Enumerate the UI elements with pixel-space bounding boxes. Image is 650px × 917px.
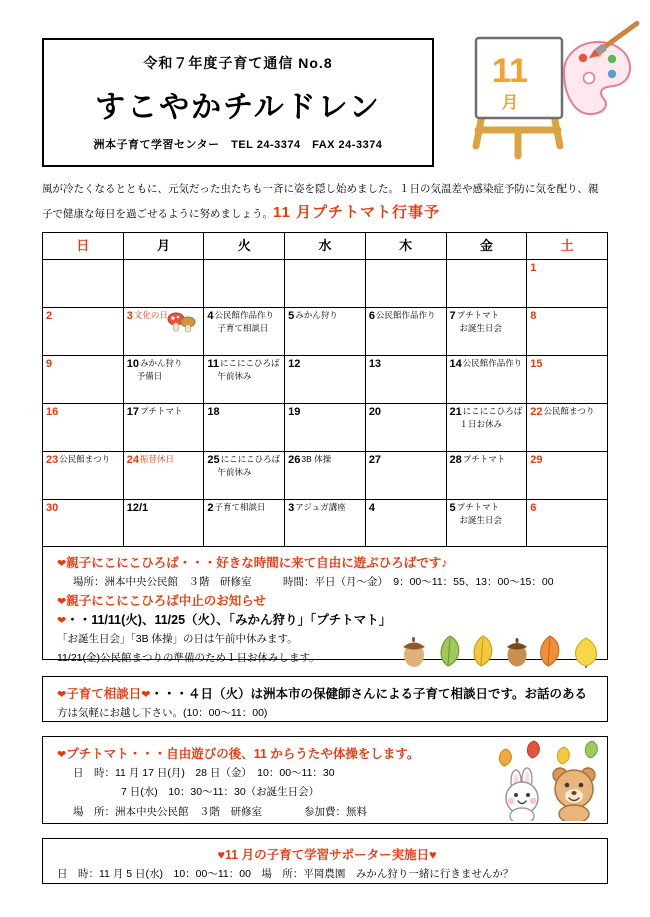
calendar-cell[interactable] bbox=[365, 260, 446, 308]
calendar-cell[interactable] bbox=[365, 500, 446, 548]
intro-highlight: 11 月プチトマト行事予 bbox=[273, 204, 441, 222]
calendar-cell[interactable] bbox=[527, 356, 608, 404]
box1-heading2-tail: ・・11/11(火)、11/25（火）、「みかん狩り」「プチトマト」 bbox=[66, 612, 392, 627]
calendar-cell[interactable] bbox=[204, 308, 285, 356]
box4-heading: ♥11 月の子育て学習サポーター実施日♥ bbox=[217, 848, 437, 862]
intro-text: 風が冷たくなるとともに、元気だった虫たちも一斉に姿を隠し始めました。１日の気温差や感染症予防に気を配り、親子で健康な毎日を過ごせるように努めましょう。 bbox=[42, 183, 599, 221]
box4-heading-row bbox=[57, 846, 597, 865]
calendar-cell[interactable] bbox=[43, 500, 124, 548]
calendar-cell[interactable] bbox=[43, 404, 124, 452]
calendar-week-row bbox=[43, 260, 608, 308]
calendar-week-row bbox=[43, 404, 608, 452]
calendar-header-sun: 日 bbox=[43, 233, 124, 260]
calendar-cell[interactable] bbox=[285, 404, 366, 452]
calendar-week-row bbox=[43, 308, 608, 356]
calendar-cell[interactable] bbox=[527, 308, 608, 356]
calendar-day-number: 17 bbox=[126, 406, 139, 418]
mushroom-icon bbox=[167, 310, 197, 334]
box3-line3: 場 所：洲本中央公民館 ３階 研修室 参加費：無料 bbox=[73, 805, 367, 818]
box3-heading: プチトマト・・・自由遊びの後、11 からうたや体操をします。 bbox=[66, 747, 420, 761]
heart-icon: ❤ bbox=[57, 596, 67, 609]
calendar-event: プチトマト bbox=[456, 310, 500, 320]
calendar-day-number: 7 bbox=[449, 310, 456, 322]
calendar-event: プチトマト bbox=[456, 502, 500, 512]
calendar-day-number: 19 bbox=[288, 406, 301, 418]
calendar-day-number: 9 bbox=[46, 358, 53, 370]
box3-line1: 日 時：11 月 17 日(月) 28 日（金） 10：00～11：30 bbox=[73, 766, 335, 779]
calendar-event: にこにこひろば bbox=[220, 358, 280, 368]
calendar-cell[interactable] bbox=[365, 404, 446, 452]
calendar-cell[interactable] bbox=[446, 308, 527, 356]
calendar-cell[interactable] bbox=[285, 452, 366, 500]
calendar-day-number: 27 bbox=[368, 454, 382, 466]
calendar-cell[interactable] bbox=[123, 308, 204, 356]
box2-heading-tail: ・・・４日（火）は洲本市の保健師さんによる子育て相談日です。お話のある bbox=[150, 687, 587, 701]
calendar-day-number: 24 bbox=[126, 454, 139, 466]
box1-heading: 親子にこにこひろば・・・好きな時間に来て自由に遊ぶひろばです♪ bbox=[66, 556, 448, 570]
calendar-event: プチトマト bbox=[139, 406, 183, 416]
calendar-header-mon: 月 bbox=[123, 233, 204, 260]
calendar-event: みかん狩り bbox=[295, 310, 338, 320]
box1-heading2-row bbox=[57, 592, 597, 630]
calendar-day-number: 12/1 bbox=[126, 502, 149, 514]
calendar-cell[interactable] bbox=[365, 452, 446, 500]
calendar-day-number: 14 bbox=[449, 358, 462, 370]
calendar-event: お誕生日会 bbox=[459, 514, 503, 525]
calendar-day-number: 8 bbox=[530, 310, 537, 322]
calendar-header-thu: 木 bbox=[365, 233, 446, 260]
calendar-week-row bbox=[43, 452, 608, 500]
calendar-event: 午前休み bbox=[217, 370, 252, 381]
calendar-cell[interactable] bbox=[204, 500, 285, 548]
heart-icon: ❤ bbox=[57, 689, 67, 701]
calendar-event: みかん狩り bbox=[139, 358, 183, 368]
calendar-header-fri: 金 bbox=[446, 233, 527, 260]
calendar-day-number: 10 bbox=[126, 358, 139, 370]
calendar-cell[interactable] bbox=[285, 356, 366, 404]
calendar-day-number: 22 bbox=[530, 406, 543, 418]
title-box bbox=[42, 38, 434, 167]
calendar-cell[interactable] bbox=[446, 452, 527, 500]
calendar-cell[interactable] bbox=[43, 260, 124, 308]
calendar-cell[interactable] bbox=[446, 500, 527, 548]
bear-rabbit-decoration bbox=[490, 735, 614, 821]
calendar-event: １日お休み bbox=[459, 418, 503, 429]
box1-line2: 「お誕生日会」「3B 体操」の日は午前中休みます。 bbox=[57, 632, 298, 645]
heart-icon: ❤ bbox=[57, 558, 67, 570]
box1-heading-row bbox=[57, 554, 597, 573]
calendar-cell[interactable] bbox=[365, 308, 446, 356]
intro-paragraph bbox=[42, 180, 608, 227]
easel-month-number: 11 bbox=[492, 52, 528, 90]
calendar-event: 3B 体操 bbox=[301, 454, 332, 464]
calendar-cell[interactable] bbox=[123, 260, 204, 308]
calendar-day-number: 4 bbox=[207, 310, 214, 322]
easel-month-kanji: 月 bbox=[501, 93, 519, 112]
box1-heading2: 親子にこにこひろば中止のお知らせ bbox=[66, 594, 266, 609]
issue-line: 令和７年度子育て通信 No.8 bbox=[143, 55, 333, 71]
calendar-week-row bbox=[43, 500, 608, 548]
calendar-header-sat: 土 bbox=[527, 233, 608, 260]
calendar-cell[interactable] bbox=[446, 260, 527, 308]
calendar-day-number: 16 bbox=[46, 406, 59, 418]
calendar-cell[interactable] bbox=[285, 260, 366, 308]
calendar-day-number: 18 bbox=[207, 406, 220, 418]
heart-icon: ❤ bbox=[57, 749, 67, 761]
kosodate-soudan-box bbox=[42, 676, 608, 722]
calendar-cell[interactable] bbox=[527, 260, 608, 308]
calendar-cell[interactable] bbox=[446, 356, 527, 404]
calendar-day-number: 5 bbox=[288, 310, 295, 322]
box1-line3: 11/21(金)公民館まつりの準備のため１日お休みします。 bbox=[57, 652, 320, 665]
box1-line1: 場所：洲本中央公民館 ３階 研修室 時間：平日（月～金） 9：00～11：55、13：00～15：00 bbox=[73, 575, 554, 588]
calendar-header-row bbox=[43, 233, 608, 260]
calendar-day-number: 6 bbox=[530, 502, 537, 514]
box4-line1: 日 時：11 月 5 日(水) 10：00～11：00 場 所：平岡農園 みかん狩り一緒に行きませんか？ bbox=[57, 867, 514, 880]
calendar-day-number: 28 bbox=[449, 454, 462, 466]
calendar-cell[interactable] bbox=[43, 308, 124, 356]
calendar-event: 子育て相談日 bbox=[214, 502, 266, 512]
calendar-table bbox=[42, 232, 608, 548]
calendar-cell[interactable] bbox=[43, 452, 124, 500]
box3-line2: 7 日(水) 10：30～11：30（お誕生日会） bbox=[121, 786, 320, 799]
calendar-event: 公民館作品作り bbox=[375, 310, 436, 320]
calendar-cell[interactable] bbox=[446, 404, 527, 452]
calendar-cell[interactable] bbox=[43, 356, 124, 404]
calendar-cell[interactable] bbox=[527, 404, 608, 452]
calendar-cell[interactable] bbox=[204, 356, 285, 404]
calendar-day-number: 2 bbox=[46, 310, 53, 322]
calendar-cell[interactable] bbox=[123, 404, 204, 452]
calendar-day-number: 29 bbox=[530, 454, 543, 466]
calendar-event: アジュガ講座 bbox=[295, 502, 346, 512]
calendar-day-number: 20 bbox=[368, 406, 382, 418]
calendar-event: 午前休み bbox=[217, 466, 252, 477]
calendar-event: 子育て相談日 bbox=[217, 322, 269, 333]
calendar-event: 文化の日 bbox=[133, 310, 168, 320]
header bbox=[0, 0, 650, 175]
calendar-header-wed: 水 bbox=[285, 233, 366, 260]
calendar-cell[interactable] bbox=[123, 452, 204, 500]
calendar-event: にこにこひろば bbox=[462, 406, 523, 416]
calendar-header-tue: 火 bbox=[204, 233, 285, 260]
calendar-day-number: 13 bbox=[368, 358, 382, 370]
calendar-day-number: 5 bbox=[449, 502, 456, 514]
heart-icon: ❤ bbox=[141, 689, 151, 701]
calendar-cell[interactable] bbox=[285, 500, 366, 548]
heart-icon: ❤ bbox=[57, 614, 67, 627]
contact-line: 洲本子育て学習センター TEL 24-3374 FAX 24-3374 bbox=[93, 139, 383, 151]
calendar-day-number: 2 bbox=[207, 502, 214, 514]
calendar-day-number: 3 bbox=[126, 310, 133, 322]
calendar-cell[interactable] bbox=[527, 500, 608, 548]
calendar-day-number: 1 bbox=[530, 262, 537, 274]
calendar-event: プチトマト bbox=[462, 454, 506, 464]
calendar-event: 公民館作品作り bbox=[462, 358, 523, 368]
calendar-cell[interactable] bbox=[204, 404, 285, 452]
calendar-day-number: 6 bbox=[368, 310, 375, 322]
calendar-day-number: 26 bbox=[288, 454, 301, 466]
calendar-day-number: 4 bbox=[368, 502, 375, 514]
box2-heading-row bbox=[57, 685, 597, 704]
autumn-leaves-decoration bbox=[396, 632, 612, 668]
calendar-event: 予備日 bbox=[136, 370, 163, 381]
calendar-day-number: 15 bbox=[530, 358, 543, 370]
calendar-day-number: 23 bbox=[46, 454, 59, 466]
box2-line1: 方は気軽にお越し下さい。(10：00～11：00) bbox=[57, 706, 268, 719]
calendar-cell[interactable] bbox=[204, 452, 285, 500]
calendar-cell[interactable] bbox=[527, 452, 608, 500]
calendar-day-number: 3 bbox=[288, 502, 295, 514]
calendar-cell[interactable] bbox=[365, 356, 446, 404]
calendar-cell[interactable] bbox=[123, 356, 204, 404]
calendar-day-number: 12 bbox=[288, 358, 301, 370]
calendar-cell[interactable] bbox=[285, 308, 366, 356]
calendar-day-number: 25 bbox=[207, 454, 220, 466]
calendar-cell[interactable] bbox=[123, 500, 204, 548]
calendar-day-number: 11 bbox=[207, 358, 220, 370]
box2-heading: 子育て相談日 bbox=[66, 687, 142, 701]
calendar-day-number: 21 bbox=[449, 406, 462, 418]
calendar-body bbox=[43, 260, 608, 548]
calendar-event: 公民館作品作り bbox=[214, 310, 275, 320]
calendar-event: 公民館まつり bbox=[543, 406, 595, 416]
supporter-box bbox=[42, 838, 608, 884]
calendar-event: 振替休日 bbox=[139, 454, 174, 464]
calendar-cell[interactable] bbox=[204, 260, 285, 308]
calendar-week-row bbox=[43, 356, 608, 404]
easel-illustration bbox=[452, 20, 642, 170]
calendar-day-number: 30 bbox=[46, 502, 59, 514]
newsletter-title: すこやかチルドレン bbox=[95, 91, 381, 124]
calendar-event: 公民館まつり bbox=[59, 454, 111, 464]
calendar-event: にこにこひろば bbox=[220, 454, 281, 464]
calendar-event: お誕生日会 bbox=[459, 322, 503, 333]
